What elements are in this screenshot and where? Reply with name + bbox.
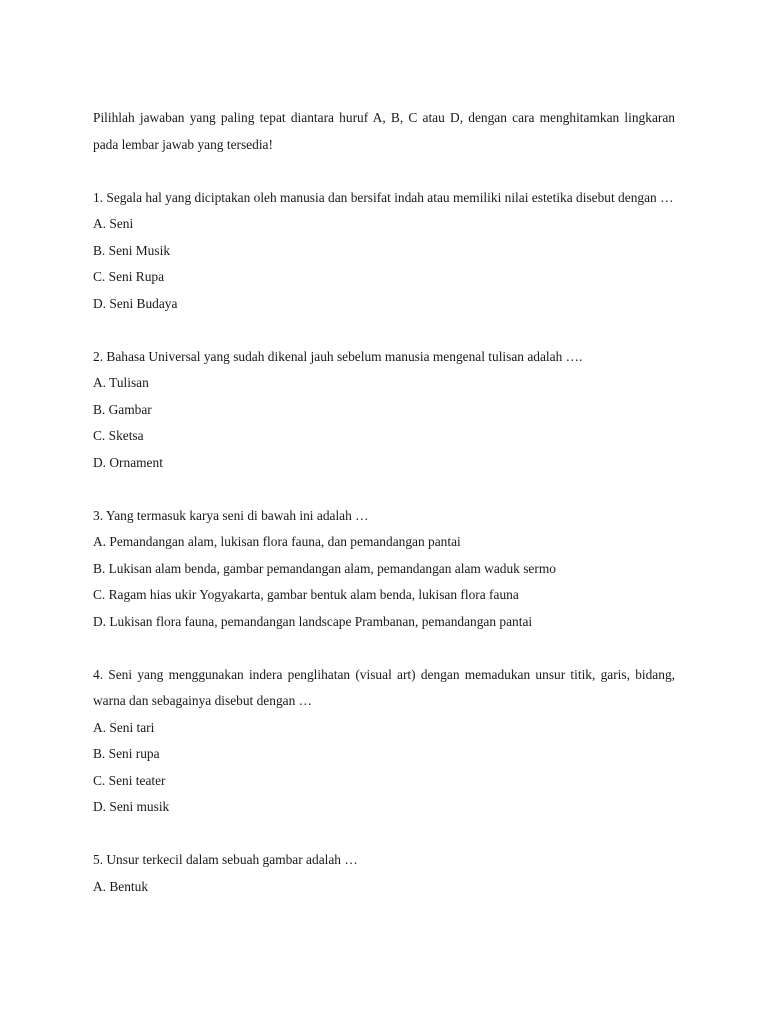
question-1 [93,185,675,318]
option-d: D. Lukisan flora fauna, pemandangan landscape Prambanan, pemandangan pantai [93,613,533,629]
option-c: C. Seni Rupa [93,269,165,284]
document-page [93,105,675,900]
question-stem: 3. Yang termasuk karya seni di bawah ini adalah … [93,507,369,523]
option-a: A. Bentuk [93,878,149,894]
question-stem: 2. Bahasa Universal yang sudah dikenal jauh sebelum manusia mengenal tulisan adalah …. [93,348,583,364]
option-a: A. Pemandangan alam, lukisan flora fauna, dan pemandangan pantai [93,534,461,549]
option-c: C. Seni teater [93,772,166,788]
question-stem: 4. Seni yang menggunakan indera penglihatan (visual art) dengan memadukan unsur titik, garis, bidang, warna dan sebagainya disebut dengan … [93,666,675,708]
question-3 [93,503,675,636]
option-c: C. Sketsa [93,428,144,443]
question-2 [93,344,675,477]
option-d: D. Seni musik [93,799,170,814]
option-d: D. Seni Budaya [93,295,178,311]
question-5 [93,847,675,900]
question-4 [93,662,675,821]
option-d: D. Ornament [93,454,163,470]
option-a: A. Seni tari [93,719,155,735]
option-b: B. Lukisan alam benda, gambar pemandangan alam, pemandangan alam waduk sermo [93,560,556,576]
question-stem: 1. Segala hal yang diciptakan oleh manusia dan bersifat indah atau memiliki nilai estetika disebut dengan … [93,189,674,205]
option-a: A. Tulisan [93,375,149,390]
instructions: Pilihlah jawaban yang paling tepat diantara huruf A, B, C atau D, dengan cara menghitamkan lingkaran pada lembar jawab yang tersedia! [93,110,675,152]
option-c: C. Ragam hias ukir Yogyakarta, gambar bentuk alam benda, lukisan flora fauna [93,587,519,602]
option-b: B. Gambar [93,401,152,417]
option-b: B. Seni rupa [93,746,160,761]
question-stem: 5. Unsur terkecil dalam sebuah gambar adalah … [93,852,358,867]
option-b: B. Seni Musik [93,242,171,258]
option-a: A. Seni [93,216,134,231]
